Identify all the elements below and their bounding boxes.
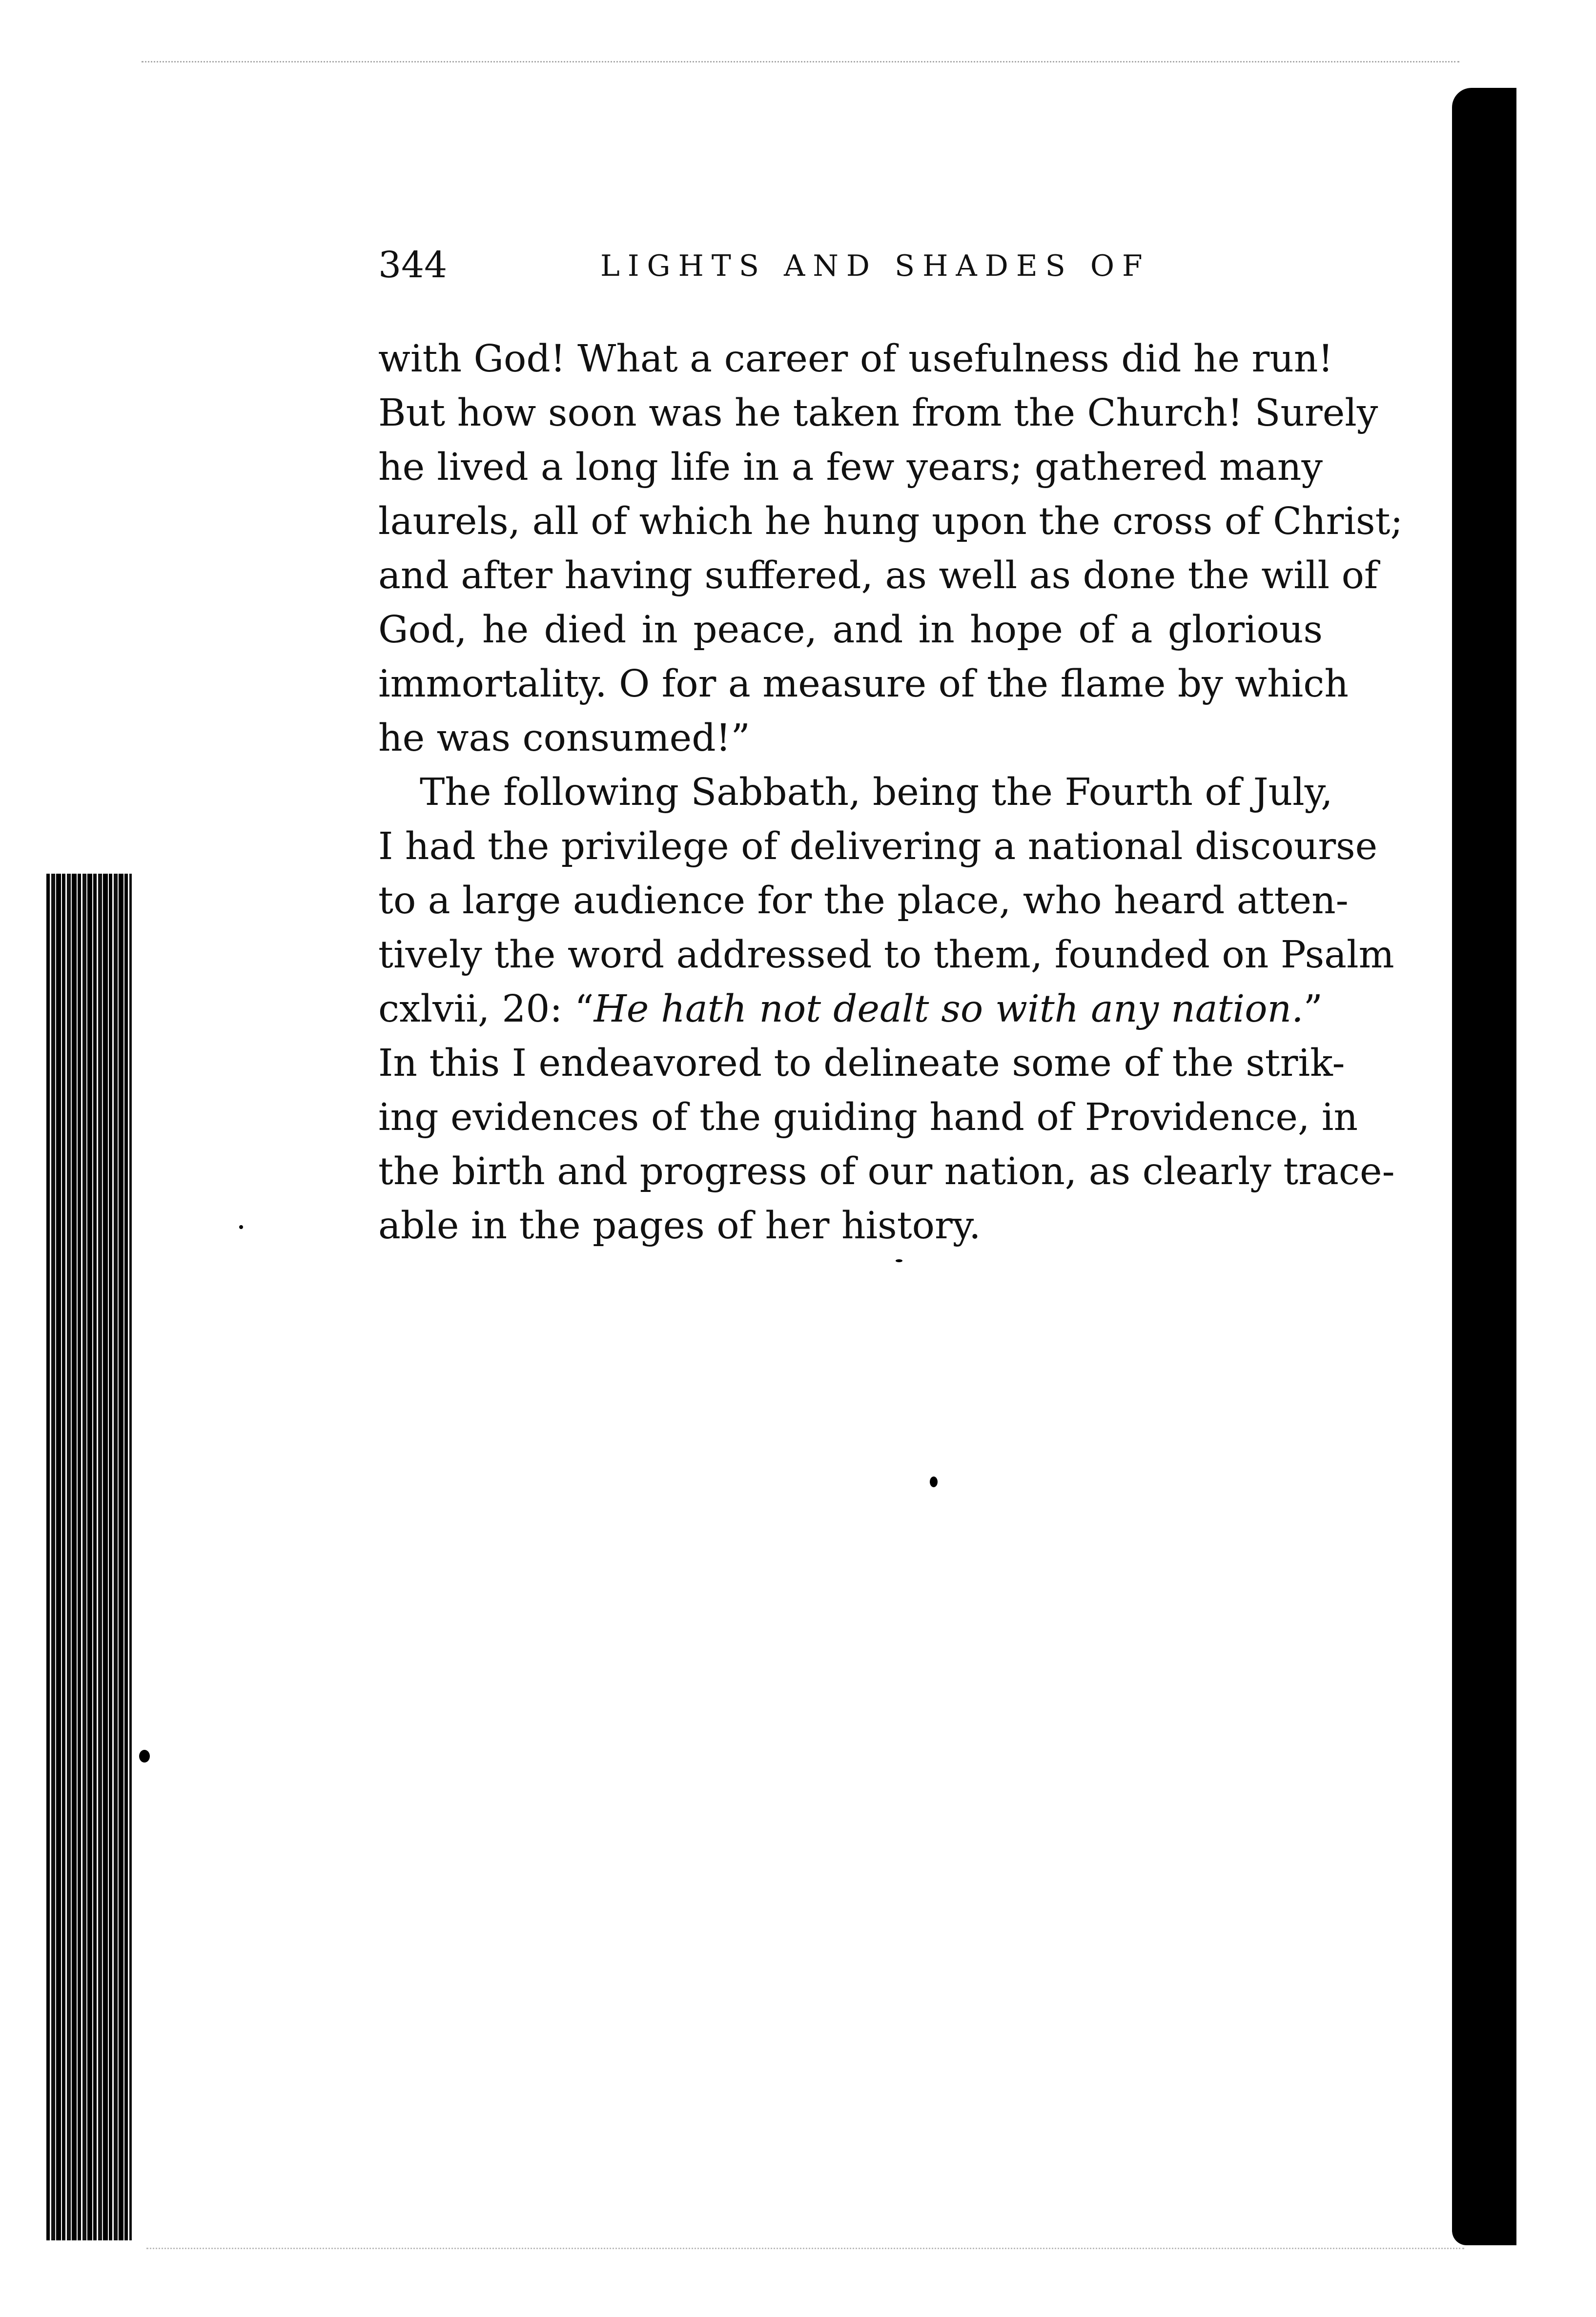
text-line: able in the pages of her history. [378, 1204, 981, 1248]
paragraph [378, 332, 1403, 765]
scan-bottom-edge [146, 2248, 1464, 2251]
text-line: The following Sabbath, being the Fourth of July, [420, 771, 1333, 814]
text-line: the birth and progress of our nation, as clearly trace- [378, 1150, 1395, 1193]
scan-speck [239, 1225, 243, 1229]
text-line: with God! What a career of usefulness did he run! [378, 337, 1333, 381]
citation-suffix: ” [1303, 987, 1323, 1031]
text-line: he was consumed!” [378, 717, 750, 760]
scan-speck [930, 1476, 938, 1487]
text-line: to a large audience for the place, who heard atten- [378, 879, 1349, 923]
paragraph [378, 765, 1395, 1253]
text-line: In this I endeavored to delineate some of the strik- [378, 1042, 1345, 1085]
scan-binding-left [46, 874, 132, 2240]
scan-top-edge [142, 61, 1459, 64]
scripture-quote: He hath not dealt so with any nation. [593, 987, 1304, 1031]
text-line: immortality. O for a measure of the flame by which [378, 662, 1349, 706]
scan-speck [139, 1750, 150, 1763]
running-title: LIGHTS AND SHADES OF [600, 249, 1150, 283]
text-line: ing evidences of the guiding hand of Providence, in [378, 1096, 1358, 1139]
text-line: I had the privilege of delivering a national discourse [378, 825, 1378, 868]
page-number: 344 [378, 244, 448, 286]
citation-prefix: cxlvii, 20: “ [378, 987, 594, 1031]
text-line: he lived a long life in a few years; gathered many [378, 446, 1323, 489]
citation-line [378, 982, 1323, 1036]
scan-speck [896, 1259, 902, 1262]
body-text [378, 332, 1403, 1253]
text-line: God, he died in peace, and in hope of a glorious [378, 608, 1323, 652]
text-line: tively the word addressed to them, founded on Psalm [378, 933, 1394, 977]
text-line: But how soon was he taken from the Church! Surely [378, 391, 1378, 435]
scan-binding-right [1452, 88, 1516, 2245]
text-line: and after having suffered, as well as done the will of [378, 554, 1378, 597]
text-line: laurels, all of which he hung upon the cross of Christ; [378, 500, 1403, 543]
